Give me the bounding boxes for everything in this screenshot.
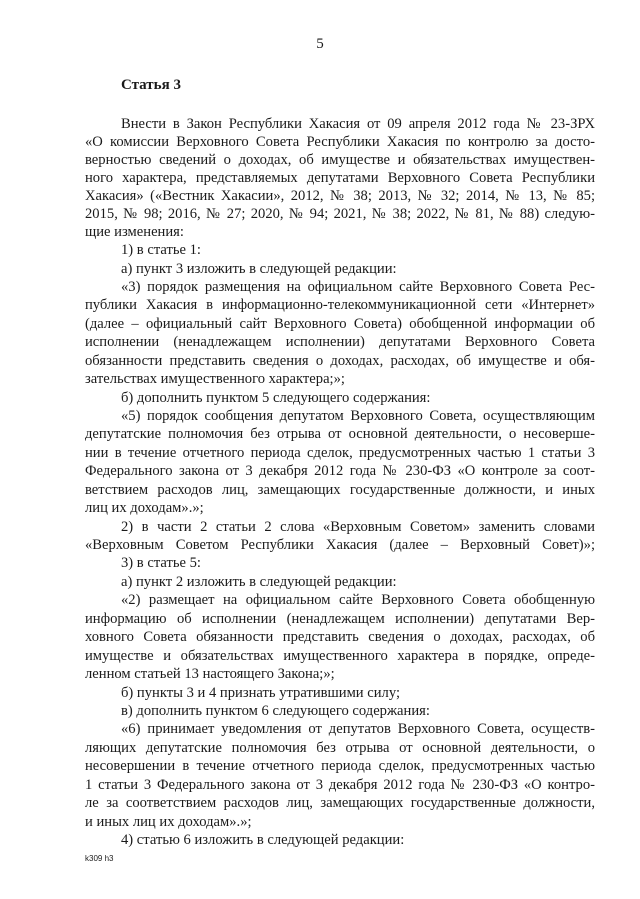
text-line: «3) порядок размещения на официальном сайте Верховного Совета Рес-: [121, 279, 595, 295]
text-line: б) пункты 3 и 4 признать утратившими силу;: [121, 685, 400, 701]
text-line: информацию об исполнении (ненадлежащем исполнении) депутатами Вер-: [85, 611, 595, 627]
text-line: 1 статьи 3 Федерального закона от 3 декабря 2012 года № 230-ФЗ «О контро-: [85, 777, 595, 793]
page-number: 5: [316, 36, 324, 52]
text-line: 1) в статье 1:: [121, 242, 201, 258]
text-line: депутатские полномочия без отрыва от основной деятельности, о несоверше-: [85, 426, 595, 442]
text-line: зательствах имущественного характера;»;: [85, 371, 345, 387]
text-line: обязанности представить сведения о доходах, расходах, об имуществе и обя-: [85, 353, 595, 369]
text-line: исполнении (ненадлежащем исполнении) депутатами Верховного Совета: [85, 334, 595, 350]
text-line: (далее – официальный сайт Верховного Совета) обобщенной информации об: [85, 316, 595, 332]
text-line: «2) размещает на официальном сайте Верховного Совета обобщенную: [121, 592, 595, 608]
footer-code: k309 h3: [85, 854, 114, 863]
text-line: «6) принимает уведомления от депутатов Верховного Совета, осуществ-: [121, 721, 595, 737]
article-heading: Статья 3: [121, 77, 181, 93]
text-line: ляющих депутатские полномочия без отрыва от основной деятельности, о: [85, 740, 595, 756]
text-line: Федерального закона от 3 декабря 2012 года № 230-ФЗ «О контроле за соот-: [85, 463, 595, 479]
text-line: а) пункт 2 изложить в следующей редакции:: [121, 574, 397, 590]
text-line: Внести в Закон Республики Хакасия от 09 апреля 2012 года № 23-ЗРХ: [121, 116, 595, 132]
text-line: ветствием расходов лиц, замещающих государственные должности, и иных: [85, 482, 595, 498]
text-line: несовершении в течение отчетного периода сделок, предусмотренных частью: [85, 758, 595, 774]
text-line: 3) в статье 5:: [121, 555, 201, 571]
text-line: и иных лиц их доходам».»;: [85, 814, 252, 830]
text-line: а) пункт 3 изложить в следующей редакции:: [121, 261, 397, 277]
text-line: «5) порядок сообщения депутатом Верховного Совета, осуществляющим: [121, 408, 595, 424]
text-line: 4) статью 6 изложить в следующей редакции:: [121, 832, 405, 848]
text-line: 2) в части 2 статьи 2 слова «Верховным Советом» заменить словами: [121, 519, 595, 535]
text-line: в) дополнить пунктом 6 следующего содержания:: [121, 703, 430, 719]
text-line: Хакасия» («Вестник Хакасии», 2012, № 38; 2013, № 32; 2014, № 13, № 85;: [85, 188, 595, 204]
text-line: «О комиссии Верховного Совета Республики Хакасия по контролю за досто-: [85, 134, 595, 150]
text-line: нии в течение отчетного периода сделок, предусмотренных частью 1 статьи 3: [85, 445, 595, 461]
text-line: ле за соответствием расходов лиц, замещающих государственные должности,: [85, 795, 595, 811]
text-line: ленном статьей 13 настоящего Закона;»;: [85, 666, 335, 682]
text-line: «Верховным Советом Республики Хакасия (далее – Верховный Совет)»;: [85, 537, 595, 553]
text-line: лиц их доходам».»;: [85, 500, 204, 516]
text-line: б) дополнить пунктом 5 следующего содержания:: [121, 390, 431, 406]
text-line: 2015, № 98; 2016, № 27; 2020, № 94; 2021, № 38; 2022, № 81, № 88) следую-: [85, 206, 595, 222]
text-line: имуществе и обязательствах имущественного характера в порядке, опреде-: [85, 648, 595, 664]
text-line: публики Хакасия в информационно-телекоммуникационной сети «Интернет»: [85, 297, 595, 313]
text-line: ховного Совета обязанности представить сведения о доходах, расходах, об: [85, 629, 595, 645]
text-line: щие изменения:: [85, 224, 184, 240]
text-line: верностью сведений о доходах, об имуществе и обязательствах имуществен-: [85, 152, 595, 168]
text-line: ного характера, представляемых депутатами Верховного Совета Республики: [85, 170, 595, 186]
